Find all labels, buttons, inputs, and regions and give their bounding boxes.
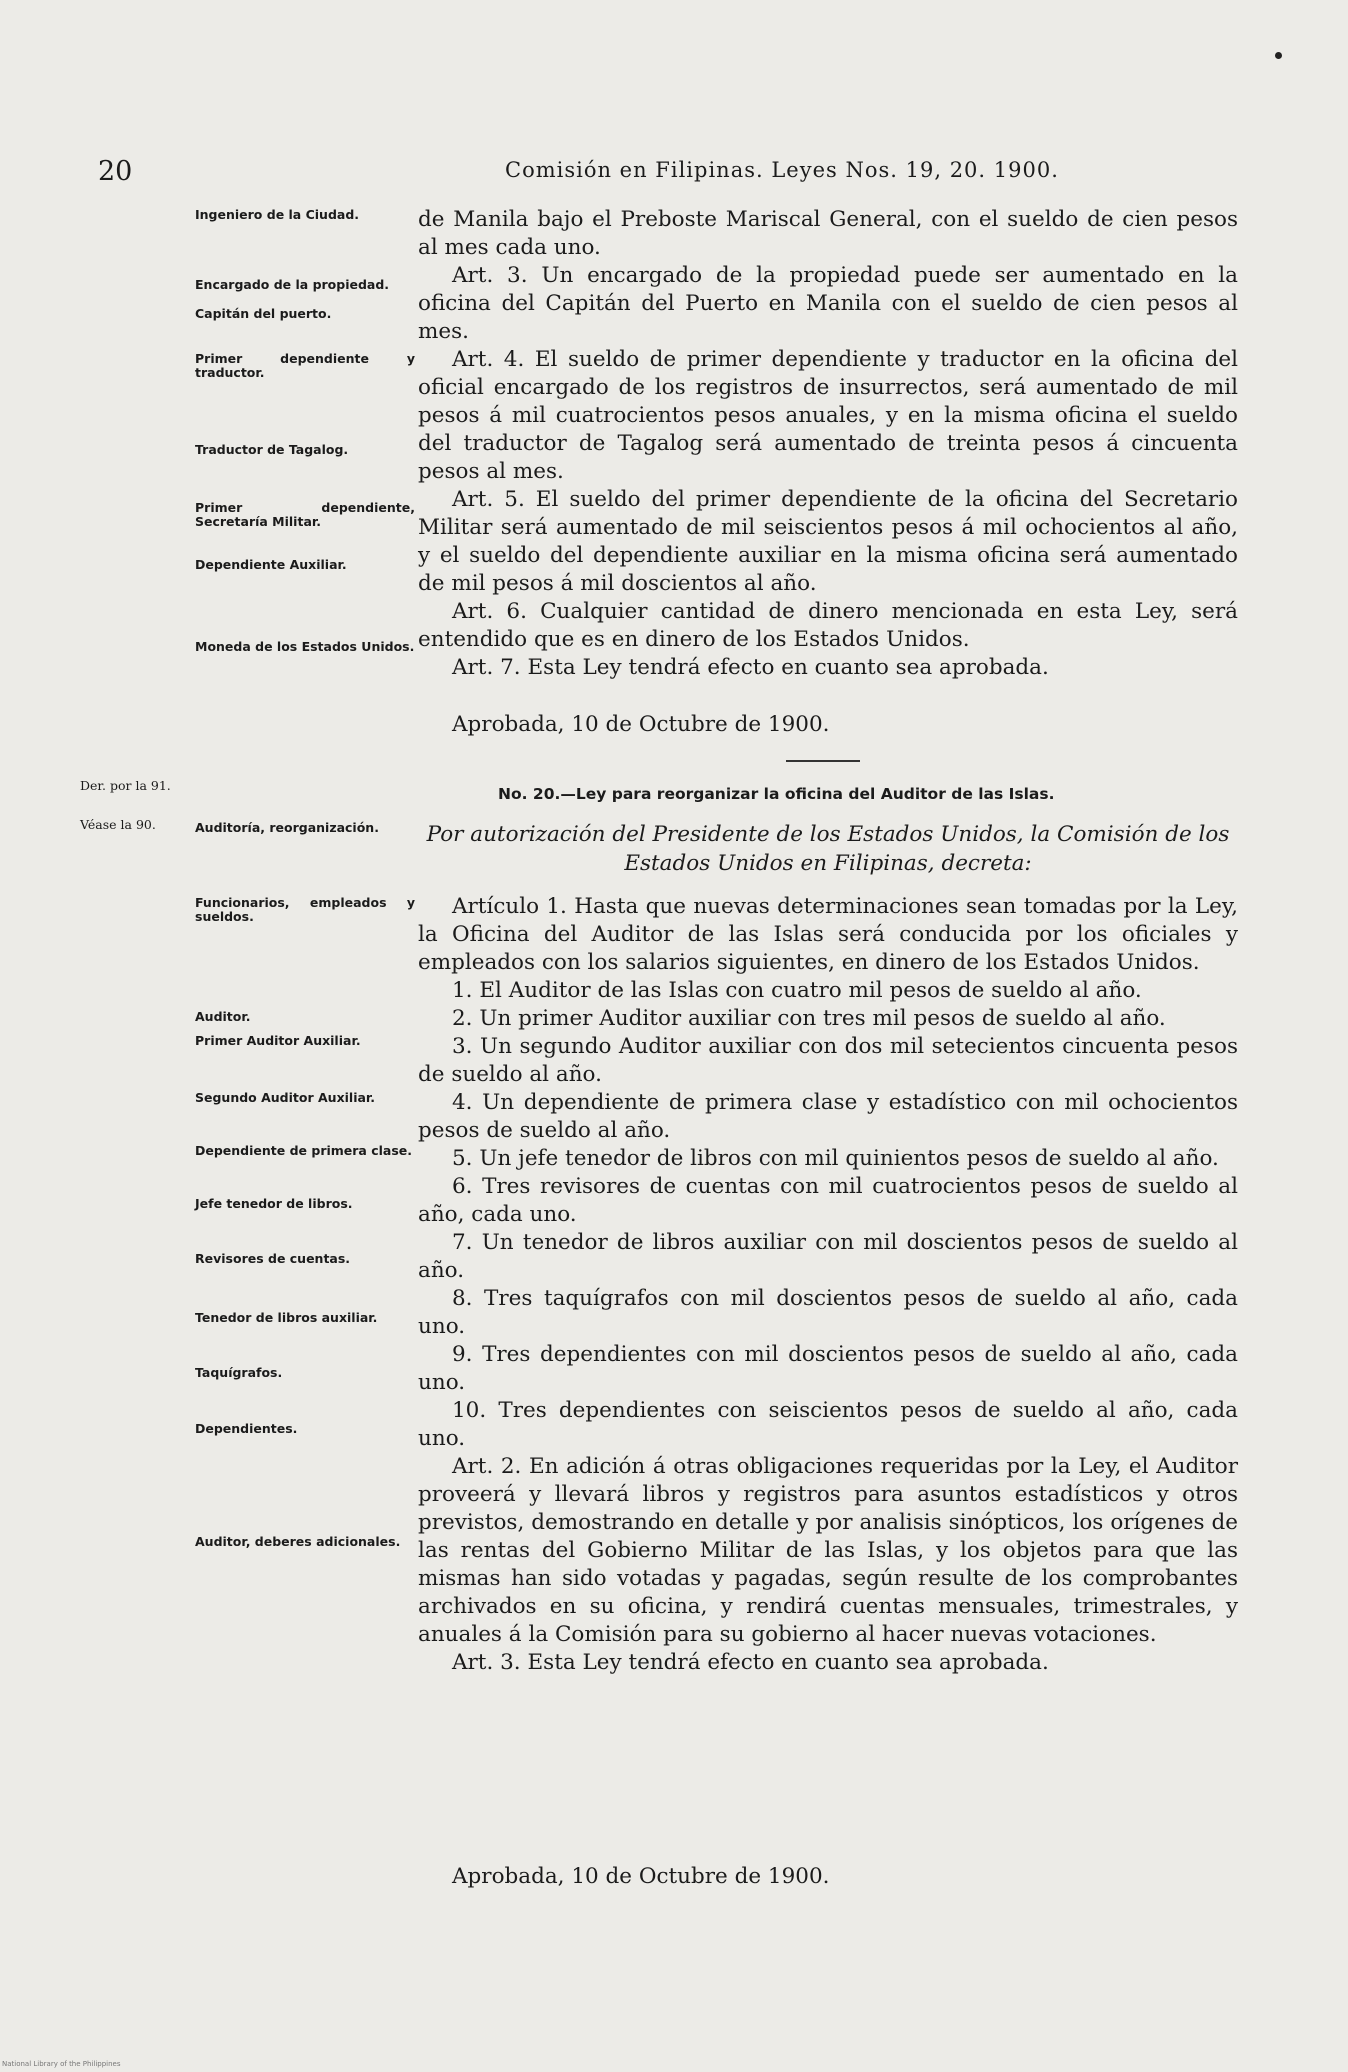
margin-note: Primer dependiente y traductor. xyxy=(195,351,415,380)
list-item: 5. Un jefe tenedor de libros con mil quinientos pesos de sueldo al año. xyxy=(452,1146,1219,1171)
margin-note: Primer Auditor Auxiliar. xyxy=(195,1033,361,1048)
article-1: Artículo 1. Hasta que nuevas determinaciones sean tomadas por la Ley, la Oficina del Auditor de las Islas será conducida por los oficiales y empleados con los salarios siguientes, en dinero de los Estados Unidos. xyxy=(418,894,1238,975)
margin-note: Dependiente Auxiliar. xyxy=(195,557,347,572)
list-item: 1. El Auditor de las Islas con cuatro mil pesos de sueldo al año. xyxy=(452,978,1142,1003)
margin-note: Tenedor de libros auxiliar. xyxy=(195,1310,378,1325)
margin-note: Revisores de cuentas. xyxy=(195,1251,351,1266)
running-head: Comisión en Filipinas. Leyes Nos. 19, 20. 1900. xyxy=(505,158,1059,182)
margin-note: Jefe tenedor de libros. xyxy=(195,1196,353,1211)
body-text-block xyxy=(418,893,1238,1677)
margin-note: Primer dependiente, Secretaría Militar. xyxy=(195,500,415,529)
margin-note: Auditor, deberes adicionales. xyxy=(195,1534,401,1549)
list-item: 2. Un primer Auditor auxiliar con tres mil pesos de sueldo al año. xyxy=(452,1006,1166,1031)
list-item: 6. Tres revisores de cuentas con mil cuatrocientos pesos de sueldo al año, cada uno. xyxy=(418,1174,1238,1227)
margin-note: Encargado de la propiedad. xyxy=(195,277,390,292)
cross-ref: Véase la 90. xyxy=(80,817,156,832)
article-3: Art. 3. Un encargado de la propiedad puede ser aumentado en la oficina del Capitán del Puerto en Manila con el sueldo de cien pesos al mes. xyxy=(418,263,1238,344)
list-item: 8. Tres taquígrafos con mil doscientos pesos de sueldo al año, cada uno. xyxy=(418,1286,1238,1339)
margin-note: Traductor de Tagalog. xyxy=(195,442,349,457)
cross-ref: Der. por la 91. xyxy=(80,778,171,793)
margin-note: Dependientes. xyxy=(195,1421,298,1436)
page-number: 20 xyxy=(98,156,133,187)
approval-date: Aprobada, 10 de Octubre de 1900. xyxy=(452,712,830,737)
margin-note: Auditor. xyxy=(195,1009,251,1024)
list-item: 4. Un dependiente de primera clase y estadístico con mil ochocientos pesos de sueldo al año. xyxy=(418,1090,1238,1143)
article-4: Art. 4. El sueldo de primer dependiente y traductor en la oficina del oficial encargado de los registros de insurrectos, será aumentado de mil pesos á mil cuatrocientos pesos anuales, y en la misma oficina el sueldo del traductor de Tagalog será aumentado de treinta pesos á cincuenta pesos al mes. xyxy=(418,347,1238,484)
section-divider xyxy=(786,760,860,762)
article-7: Art. 7. Esta Ley tendrá efecto en cuanto sea aprobada. xyxy=(452,655,1049,680)
ink-speck xyxy=(1275,52,1282,59)
margin-note: Moneda de los Estados Unidos. xyxy=(195,639,415,654)
article-2: Art. 2. En adición á otras obligaciones requeridas por la Ley, el Auditor proveerá y llevará libros y registros para asuntos estadísticos y otros previstos, demostrando en detalle y por analisis sinópticos, los orígenes de las rentas del Gobierno Militar de las Islas, y los objetos para que las mismas han sido votadas y pagadas, según resulte de los comprobantes archivados en su oficina, y rendirá cuentas mensuales, trimestrales, y anuales á la Comisión para su gobierno al hacer nuevas votaciones. xyxy=(418,1454,1238,1647)
law-title: No. 20.—Ley para reorganizar la oficina del Auditor de las Islas. xyxy=(498,785,1055,803)
approval-date: Aprobada, 10 de Octubre de 1900. xyxy=(452,1864,830,1889)
list-item: 9. Tres dependientes con mil doscientos pesos de sueldo al año, cada uno. xyxy=(418,1342,1238,1395)
list-item: 3. Un segundo Auditor auxiliar con dos mil setecientos cincuenta pesos de sueldo al año. xyxy=(418,1034,1238,1087)
margin-note: Funcionarios, empleados y sueldos. xyxy=(195,895,415,924)
list-item: 10. Tres dependientes con seiscientos pesos de sueldo al año, cada uno. xyxy=(418,1398,1238,1451)
article-3: Art. 3. Esta Ley tendrá efecto en cuanto sea aprobada. xyxy=(452,1650,1049,1675)
margin-note: Taquígrafos. xyxy=(195,1365,283,1380)
paragraph-continued: de Manila bajo el Preboste Mariscal General, con el sueldo de cien pesos al mes cada uno. xyxy=(418,207,1238,260)
article-5: Art. 5. El sueldo del primer dependiente de la oficina del Secretario Militar será aumentado de mil seiscientos pesos á mil ochocientos al año, y el sueldo del dependiente auxiliar en la misma oficina será aumentado de mil pesos á mil doscientos al año. xyxy=(418,487,1238,596)
article-6: Art. 6. Cualquier cantidad de dinero mencionada en esta Ley, será entendido que es en dinero de los Estados Unidos. xyxy=(418,599,1238,652)
list-item: 7. Un tenedor de libros auxiliar con mil doscientos pesos de sueldo al año. xyxy=(418,1230,1238,1283)
enacting-clause: Por autorización del Presidente de los Estados Unidos, la Comisión de los Estados Unidos en Filipinas, decreta: xyxy=(426,822,1230,876)
margin-note: Capitán del puerto. xyxy=(195,306,332,321)
margin-note: Auditoría, reorganización. xyxy=(195,820,379,835)
footer-credit: National Library of the Philippines xyxy=(2,2060,121,2068)
margin-note: Dependiente de primera clase. xyxy=(195,1143,413,1158)
margin-note: Segundo Auditor Auxiliar. xyxy=(195,1090,376,1105)
body-text-block xyxy=(418,206,1238,682)
margin-note: Ingeniero de la Ciudad. xyxy=(195,207,360,222)
